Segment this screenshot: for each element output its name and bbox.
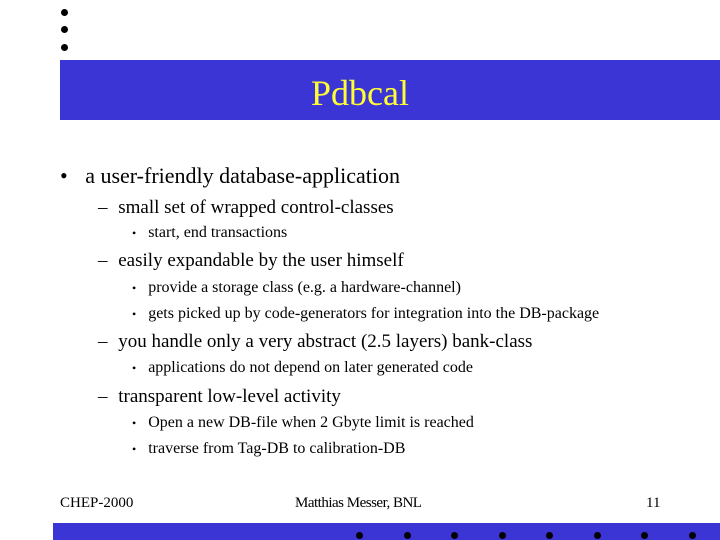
bullet-level-3 [132, 414, 474, 432]
bullet-marker: • [60, 163, 68, 188]
page-number: 11 [646, 495, 661, 511]
bullet-level-2 [98, 250, 404, 272]
title-bar [60, 60, 720, 120]
bullet-text: a user-friendly database-application [85, 163, 400, 188]
bullet-level-3 [132, 440, 405, 458]
bullet-marker: – [98, 386, 108, 407]
decorative-dot [404, 532, 411, 539]
decorative-dot [356, 532, 363, 539]
decorative-dot [594, 532, 601, 539]
footer-left: CHEP-2000 [60, 495, 134, 511]
bullet-level-2 [98, 386, 341, 408]
decorative-dot [61, 9, 68, 16]
decorative-dot [499, 532, 506, 539]
bullet-text: provide a storage class (e.g. a hardware-channel) [148, 279, 461, 296]
bullet-text: small set of wrapped control-classes [118, 197, 394, 218]
decorative-dot [689, 532, 696, 539]
decorative-dot [641, 532, 648, 539]
bullet-marker: • [132, 361, 137, 375]
bottom-bar [53, 523, 720, 540]
decorative-dot [451, 532, 458, 539]
slide-title: Pdbcal [311, 73, 409, 113]
bullet-marker: • [132, 307, 137, 321]
decorative-dot [61, 26, 68, 33]
bullet-text: start, end transactions [148, 224, 288, 241]
bullet-level-3 [132, 305, 599, 323]
bullet-text: gets picked up by code-generators for integration into the DB-package [148, 305, 600, 322]
bullet-level-1 [60, 163, 400, 189]
footer-center: Matthias Messer, BNL [295, 495, 422, 511]
bullet-text: transparent low-level activity [118, 386, 341, 407]
bullet-marker: • [132, 226, 137, 240]
bullet-marker: – [98, 331, 108, 352]
decorative-dot [61, 44, 68, 51]
bullet-level-3 [132, 279, 461, 297]
bullet-level-2 [98, 331, 532, 353]
decorative-dot [546, 532, 553, 539]
bullet-level-3 [132, 359, 473, 377]
bullet-marker: – [98, 250, 108, 271]
bullet-marker: • [132, 416, 137, 430]
bullet-marker: • [132, 442, 137, 456]
bullet-text: traverse from Tag-DB to calibration-DB [148, 440, 406, 457]
bullet-text: easily expandable by the user himself [118, 250, 404, 271]
bullet-level-3 [132, 224, 287, 242]
bullet-text: Open a new DB-file when 2 Gbyte limit is reached [148, 414, 474, 431]
bullet-marker: – [98, 197, 108, 218]
bullet-level-2 [98, 197, 394, 219]
bullet-text: you handle only a very abstract (2.5 layers) bank-class [118, 331, 533, 352]
bullet-marker: • [132, 281, 137, 295]
bullet-text: applications do not depend on later generated code [148, 359, 473, 376]
